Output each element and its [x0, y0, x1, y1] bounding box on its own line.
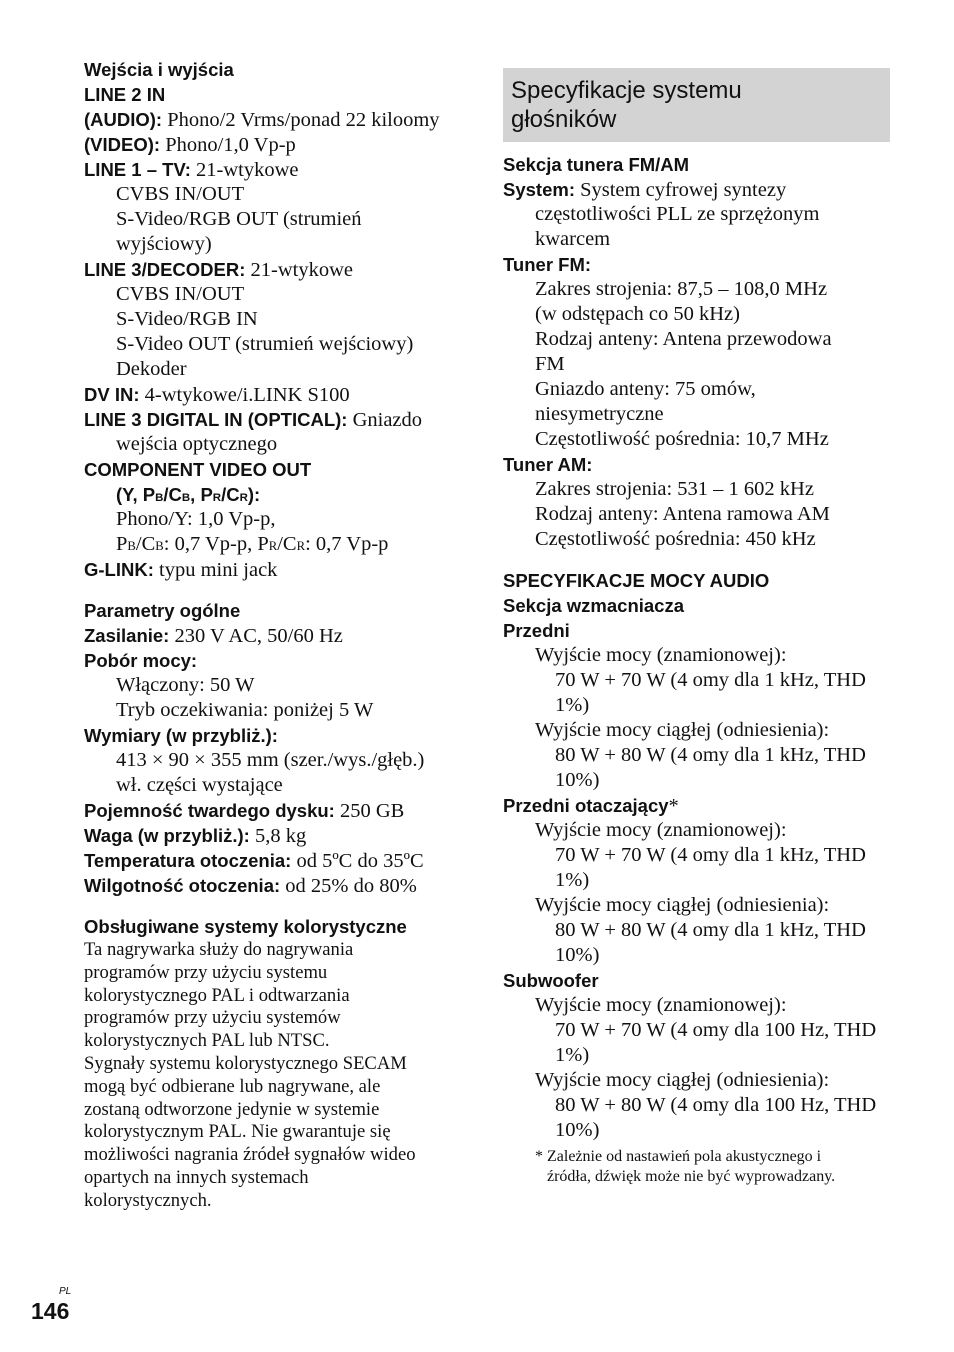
optical-spec: LINE 3 DIGITAL IN (OPTICAL): Gniazdo: [84, 409, 423, 431]
fm-sub: Rodzaj anteny: Antena przewodowa: [535, 328, 832, 350]
front-spec: 70 W + 70 W (4 omy dla 1 kHz, THD: [555, 669, 866, 691]
fm-sub: FM: [535, 353, 565, 375]
system-spec: System: System cyfrowej syntezy: [503, 179, 787, 201]
front-spec: 80 W + 80 W (4 omy dla 1 kHz, THD: [555, 744, 866, 766]
dims-label: Wymiary (w przybliż.):: [84, 725, 278, 746]
weight-spec: Waga (w przybliż.): 5,8 kg: [84, 825, 307, 847]
fm-sub: Zakres strojenia: 87,5 – 108,0 MHz: [535, 278, 828, 300]
am-title: Tuner AM:: [503, 454, 593, 475]
surround-spec: 80 W + 80 W (4 omy dla 1 kHz, THD: [555, 919, 866, 941]
section-title-general: Parametry ogólne: [84, 600, 241, 621]
left-column: [84, 57, 479, 1213]
subwoofer-spec: 1%): [555, 1044, 590, 1066]
fm-sub: Częstotliwość pośrednia: 10,7 MHz: [535, 428, 829, 450]
am-sub: Zakres strojenia: 531 – 1 602 kHz: [535, 478, 814, 500]
page-number: 146: [31, 1298, 70, 1324]
line1-spec: LINE 1 – TV: 21-wtykowe: [84, 159, 299, 181]
surround-spec: 70 W + 70 W (4 omy dla 1 kHz, THD: [555, 844, 866, 866]
line1-sub: S-Video/RGB OUT (strumień: [116, 208, 362, 230]
surround-spec: 10%): [555, 944, 600, 966]
component-title: COMPONENT VIDEO OUT: [84, 459, 312, 480]
line3-sub: S-Video OUT (strumień wejściowy): [116, 333, 414, 355]
tuner-title: Sekcja tunera FM/AM: [503, 154, 690, 175]
dims-sub: 413 × 90 × 355 mm (szer./wys./głęb.): [116, 749, 425, 771]
page-language-code: PL: [59, 1286, 72, 1297]
color-paragraph-line: zostaną odtworzone jedynie w systemie: [84, 1098, 380, 1120]
surround-title: Przedni otaczający*: [503, 795, 679, 817]
line3-sub: CVBS IN/OUT: [116, 283, 245, 305]
footnote-line: źródła, dźwięk może nie być wyprowadzany.: [547, 1168, 836, 1185]
color-paragraph-line: kolorystycznych.: [84, 1189, 212, 1211]
glink-spec: G-LINK: typu mini jack: [84, 559, 278, 581]
fm-sub: niesymetryczne: [535, 403, 664, 425]
subwoofer-spec: 80 W + 80 W (4 omy dla 100 Hz, THD: [555, 1094, 877, 1116]
optical-sub: wejścia optycznego: [116, 433, 278, 455]
footnote-line: * Zależnie od nastawień pola akustycznego i: [535, 1148, 822, 1165]
subwoofer-spec: Wyjście mocy (znamionowej):: [535, 994, 787, 1016]
dims-sub: wł. części wystające: [116, 774, 283, 796]
color-paragraph-line: Sygnały systemu kolorystycznego SECAM: [84, 1052, 407, 1074]
consumption-sub: Tryb oczekiwania: poniżej 5 W: [116, 699, 374, 721]
amp-title: Sekcja wzmacniacza: [503, 595, 684, 616]
temp-spec: Temperatura otoczenia: od 5ºC do 35ºC: [84, 850, 424, 872]
hdd-spec: Pojemność twardego dysku: 250 GB: [84, 800, 405, 822]
front-spec: 1%): [555, 694, 590, 716]
component-signals: (Y, PB/CB, PR/CR):: [116, 484, 261, 505]
fm-sub: (w odstępach co 50 kHz): [535, 303, 740, 325]
subwoofer-spec: Wyjście mocy ciągłej (odniesienia):: [535, 1069, 830, 1091]
system-sub: częstotliwości PLL ze sprzężonym: [535, 203, 820, 225]
right-column: [503, 152, 893, 1187]
section-title-io: Wejścia i wyjścia: [84, 59, 234, 80]
line3-sub: S-Video/RGB IN: [116, 308, 258, 330]
front-spec: Wyjście mocy (znamionowej):: [535, 644, 787, 666]
color-paragraph-line: programów przy użyciu systemu: [84, 961, 328, 983]
component-line1: Phono/Y: 1,0 Vp-p,: [116, 508, 276, 530]
video-spec: (VIDEO): Phono/1,0 Vp-p: [84, 134, 296, 156]
front-title: Przedni: [503, 620, 570, 641]
system-sub: kwarcem: [535, 228, 611, 250]
consumption-sub: Włączony: 50 W: [116, 674, 255, 696]
power-spec: Zasilanie: 230 V AC, 50/60 Hz: [84, 625, 343, 647]
color-paragraph-line: możliwości nagrania źródeł sygnałów wideo: [84, 1144, 416, 1166]
color-paragraph-line: opartych na innych systemach: [84, 1166, 309, 1188]
color-paragraph-line: mogą być odbierane lub nagrywane, ale: [84, 1075, 381, 1097]
color-paragraph-line: kolorystycznego PAL i odtwarzania: [84, 984, 350, 1006]
fm-sub: Gniazdo anteny: 75 omów,: [535, 378, 756, 400]
speaker-spec-banner: [503, 68, 890, 142]
subwoofer-title: Subwoofer: [503, 970, 599, 991]
line1-sub: wyjściowy): [116, 233, 212, 255]
front-spec: Wyjście mocy ciągłej (odniesienia):: [535, 719, 830, 741]
line2-title: LINE 2 IN: [84, 84, 166, 105]
front-spec: 10%): [555, 769, 600, 791]
humidity-spec: Wilgotność otoczenia: od 25% do 80%: [84, 875, 417, 897]
surround-spec: 1%): [555, 869, 590, 891]
am-sub: Rodzaj anteny: Antena ramowa AM: [535, 503, 830, 525]
component-line2: PB/CB: 0,7 Vp-p, PR/CR: 0,7 Vp-p: [116, 533, 389, 555]
audio-spec: (AUDIO): Phono/2 Vrms/ponad 22 kiloomy: [84, 109, 440, 131]
fm-title: Tuner FM:: [503, 254, 592, 275]
color-paragraph-line: programów przy użyciu systemów: [84, 1007, 341, 1029]
banner-line: głośników: [511, 106, 617, 133]
color-paragraph-line: kolorystycznych PAL lub NTSC.: [84, 1030, 330, 1052]
audio-power-title: SPECYFIKACJE MOCY AUDIO: [503, 570, 770, 591]
surround-spec: Wyjście mocy ciągłej (odniesienia):: [535, 894, 830, 916]
dv-spec: DV IN: 4-wtykowe/i.LINK S100: [84, 384, 350, 406]
subwoofer-spec: 70 W + 70 W (4 omy dla 100 Hz, THD: [555, 1019, 877, 1041]
am-sub: Częstotliwość pośrednia: 450 kHz: [535, 528, 816, 550]
section-title-color: Obsługiwane systemy kolorystyczne: [84, 916, 407, 937]
banner-line: Specyfikacje systemu: [511, 77, 742, 104]
consumption-label: Pobór mocy:: [84, 650, 198, 671]
surround-spec: Wyjście mocy (znamionowej):: [535, 819, 787, 841]
line3-sub: Dekoder: [116, 358, 187, 380]
line1-sub: CVBS IN/OUT: [116, 183, 245, 205]
subwoofer-spec: 10%): [555, 1119, 600, 1141]
line3-spec: LINE 3/DECODER: 21-wtykowe: [84, 259, 353, 281]
color-paragraph-line: kolorystycznym PAL. Nie gwarantuje się: [84, 1121, 391, 1143]
color-paragraph-line: Ta nagrywarka służy do nagrywania: [84, 939, 354, 960]
